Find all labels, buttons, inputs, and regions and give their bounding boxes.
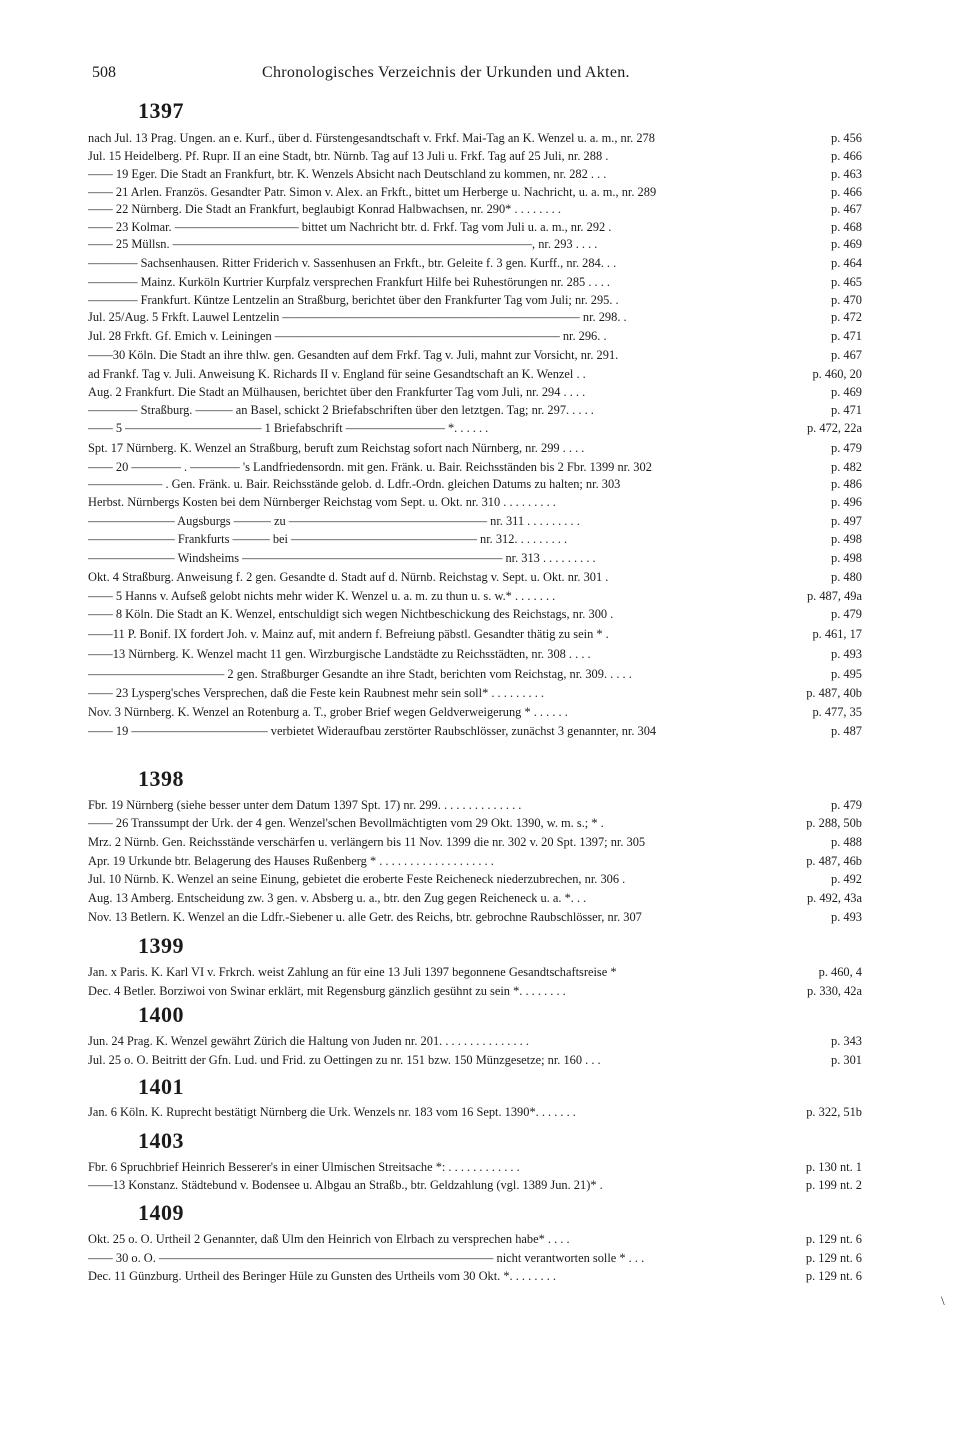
entry-text: —————— . Gen. Fränk. u. Bair. Reichsstände gelob. d. Ldfr.-Ordn. gleichen Datums zu halten; nr. 303 <box>88 477 621 491</box>
entry-row <box>88 1266 862 1286</box>
year-heading: 1400 <box>138 1002 184 1027</box>
entry-text: ——11 P. Bonif. IX fordert Joh. v. Mainz auf, mit andern f. Befreiung päbstl. Gesandter thätig zu sein * . <box>88 627 609 641</box>
entry-text: ——————— Windsheims ————————————————————— nr. 313 . . . . . . . . . <box>88 551 596 565</box>
entry-text: —— 19 Eger. Die Stadt an Frankfurt, btr. K. Wenzels Absicht nach Deutschland zu kommen, nr. 282 . . . <box>88 167 607 181</box>
entry-row <box>88 832 862 852</box>
entry-row <box>88 364 862 384</box>
entry-row <box>88 438 862 458</box>
entry-row <box>88 253 862 273</box>
entry-text: Nov. 3 Nürnberg. K. Wenzel an Rotenburg a. T., grober Brief wegen Geldverweigerung * . . . . . . <box>88 705 568 719</box>
entry-text: Jan. 6 Köln. K. Ruprecht bestätigt Nürnberg die Urk. Wenzels nr. 183 vom 16 Sept. 1390*. . . . . . . <box>88 1105 576 1119</box>
entry-row <box>88 586 862 606</box>
entry-row <box>88 511 862 531</box>
entry-text: Jul. 28 Frkft. Gf. Emich v. Leiningen ——————————————————————— nr. 296. . <box>88 329 607 343</box>
entry-page-ref: p. 301 <box>831 1053 862 1067</box>
entry-row <box>88 1175 862 1195</box>
entry-text: Mrz. 2 Nürnb. Gen. Reichsstände verschärfen u. verlängern bis 11 Nov. 1399 die nr. 302 v. 20 Spt. 1397; nr. 305 <box>88 835 646 849</box>
entry-page-ref: p. 469 <box>831 385 862 399</box>
entry-page-ref: p. 472, 22a <box>806 421 862 435</box>
entry-row <box>88 234 862 254</box>
entry-page-ref: p. 471 <box>831 403 862 417</box>
entry-page-ref: p. 199 nt. 2 <box>805 1178 862 1192</box>
entry-page-ref: p. 463 <box>831 167 862 181</box>
year-heading: 1409 <box>138 1200 184 1225</box>
entry-page-ref: p. 460, 20 <box>812 367 862 381</box>
entry-text: ———— Mainz. Kurköln Kurtrier Kurpfalz versprechen Frankfurt Hilfe bei Ruhestörungen nr. 285 . . . . <box>88 275 610 289</box>
entry-page-ref: p. 471 <box>831 329 862 343</box>
entry-row <box>88 851 862 871</box>
entry-row <box>88 307 862 327</box>
entry-row <box>88 981 862 1001</box>
entry-page-ref: p. 129 nt. 6 <box>805 1269 862 1283</box>
entry-row <box>88 474 862 494</box>
entry-row <box>88 164 862 184</box>
entry-page-ref: p. 480 <box>831 570 862 584</box>
entry-page-ref: p. 466 <box>831 185 862 199</box>
entry-row <box>88 1102 862 1122</box>
entry-row <box>88 492 862 512</box>
entry-text: Aug. 13 Amberg. Entscheidung zw. 3 gen. v. Absberg u. a., btr. den Zug gegen Reicheneck u. a. *. . . <box>88 891 587 905</box>
entry-page-ref: p. 129 nt. 6 <box>805 1251 862 1265</box>
entry-text: —— 21 Arlen. Französ. Gesandter Patr. Simon v. Alex. an Frkft., bittet um Herberge u. Nachricht, u. a. m., nr. 289 <box>88 185 657 199</box>
entry-text: ——13 Nürnberg. K. Wenzel macht 11 gen. Wirzburgische Landstädte zu Reichsstädten, nr. 308 . . . . <box>88 647 591 661</box>
entry-row <box>88 1229 862 1249</box>
entry-text: —— 23 Lysperg'sches Versprechen, daß die Feste kein Raubnest mehr sein soll* . . . . . . . . . <box>88 686 545 700</box>
entry-page-ref: p. 466 <box>831 149 862 163</box>
entry-row <box>88 1157 862 1177</box>
entry-text: ad Frankf. Tag v. Juli. Anweisung K. Richards II v. England für seine Gesandtschaft an K. Wenzel . . <box>88 367 586 381</box>
year-heading: 1398 <box>138 766 184 791</box>
entry-text: Jan. x Paris. K. Karl VI v. Frkrch. weist Zahlung an für eine 13 Juli 1397 begonnene Gesandtschaftsreise * <box>88 965 617 979</box>
year-heading: 1403 <box>138 1128 184 1153</box>
entry-page-ref: p. 472 <box>831 310 862 324</box>
entry-row <box>88 382 862 402</box>
entry-text: —— 25 Müllsn. —————————————————————————————, nr. 293 . . . . <box>88 237 598 251</box>
entry-page-ref: p. 461, 17 <box>812 627 862 641</box>
entry-page-ref: p. 492, 43a <box>806 891 862 905</box>
entry-page-ref: p. 460, 4 <box>818 965 862 979</box>
entry-page-ref: p. 467 <box>831 202 862 216</box>
entry-row <box>88 962 862 982</box>
entry-row <box>88 683 862 703</box>
entry-page-ref: p. 456 <box>831 131 862 145</box>
entry-row <box>88 128 862 148</box>
entry-text: —— 8 Köln. Die Stadt an K. Wenzel, entschuldigt sich wegen Nichtbeschickung des Reichstags, nr. 300 . <box>88 607 614 621</box>
entry-page-ref: p. 487, 40b <box>806 686 862 700</box>
entry-page-ref: p. 493 <box>831 647 862 661</box>
entry-row <box>88 345 862 365</box>
entry-page-ref: p. 497 <box>831 514 862 528</box>
entry-page-ref: p. 464 <box>831 256 862 270</box>
year-heading: 1399 <box>138 933 184 958</box>
entry-row <box>88 567 862 587</box>
entry-text: Herbst. Nürnbergs Kosten bei dem Nürnberger Reichstag vom Sept. u. Okt. nr. 310 . . . . . . . . . <box>88 495 556 509</box>
entry-page-ref: p. 493 <box>831 910 862 924</box>
entry-row <box>88 644 862 664</box>
entry-text: —— 30 o. O. ——————————————————————————— nicht verantworten solle * . . . <box>88 1251 645 1265</box>
entry-text: Aug. 2 Frankfurt. Die Stadt an Mülhausen, berichtet über den Frankfurter Tag vom Juli, nr. 294 . . . . <box>88 385 586 399</box>
entry-page-ref: p. 492 <box>831 872 862 886</box>
year-heading: 1401 <box>138 1074 184 1099</box>
entry-page-ref: p. 130 nt. 1 <box>805 1160 862 1174</box>
entry-row <box>88 888 862 908</box>
entry-text: ———— Sachsenhausen. Ritter Friderich v. Sassenhusen an Frkft., btr. Geleite f. 3 gen. Kurff., nr. 284. . . <box>88 256 617 270</box>
entry-row <box>88 418 862 438</box>
entry-text: —— 19 ——————————— verbietet Wideraufbau zerstörter Raubschlösser, zunächst 3 genannter, nr. 304 <box>88 724 657 738</box>
entry-text: ——————— Frankfurts ——— bei ——————————————— nr. 312. . . . . . . . . <box>88 532 568 546</box>
entry-text: Jul. 25/Aug. 5 Frkft. Lauwel Lentzelin ———————————————————————— nr. 298. . <box>88 310 627 324</box>
entry-row <box>88 1248 862 1268</box>
entry-page-ref: p. 487, 49a <box>806 589 862 603</box>
page-number: 508 <box>92 64 116 81</box>
entry-row <box>88 529 862 549</box>
entry-page-ref: p. 479 <box>831 607 862 621</box>
entry-row <box>88 795 862 815</box>
entry-page-ref: p. 487 <box>831 724 862 738</box>
entry-text: Fbr. 19 Nürnberg (siehe besser unter dem Datum 1397 Spt. 17) nr. 299. . . . . . . . . . . . . . <box>88 798 522 812</box>
entry-page-ref: p. 465 <box>831 275 862 289</box>
entry-row <box>88 721 862 741</box>
entry-row <box>88 400 862 420</box>
entry-page-ref: p. 479 <box>831 798 862 812</box>
entry-row <box>88 702 862 722</box>
entry-text: Jul. 10 Nürnb. K. Wenzel an seine Einung, gebietet die eroberte Feste Reicheneck niederzubrechen, nr. 306 . <box>88 872 626 886</box>
entry-text: Jul. 15 Heidelberg. Pf. Rupr. II an eine Stadt, btr. Nürnb. Tag auf 13 Juli u. Frkf. Tag auf 25 Juli, nr. 288 . <box>88 149 609 163</box>
entry-page-ref: p. 288, 50b <box>806 816 862 830</box>
entry-page-ref: p. 487, 46b <box>806 854 862 868</box>
entry-page-ref: p. 343 <box>831 1034 862 1048</box>
entry-row <box>88 624 862 644</box>
entry-page-ref: p. 330, 42a <box>806 984 862 998</box>
entry-page-ref: p. 479 <box>831 441 862 455</box>
entry-page-ref: p. 129 nt. 6 <box>805 1232 862 1246</box>
entry-row <box>88 272 862 292</box>
entry-row <box>88 199 862 219</box>
entry-page-ref: p. 467 <box>831 348 862 362</box>
entry-text: ——————— Augsburgs ——— zu ———————————————— nr. 311 . . . . . . . . . <box>88 514 580 528</box>
entry-text: ——————————— 2 gen. Straßburger Gesandte an ihre Stadt, berichten vom Reichstag, nr. 309. . . . . <box>88 667 632 681</box>
entry-text: ——13 Konstanz. Städtebund v. Bodensee u. Albgau an Straßb., btr. Geldzahlung (vgl. 1389 Jun. 21)* . <box>88 1178 603 1192</box>
entry-row <box>88 146 862 166</box>
entry-page-ref: p. 486 <box>831 477 862 491</box>
entry-text: —— 5 ——————————— 1 Briefabschrift ———————— *. . . . . . <box>88 421 489 435</box>
entry-text: ——30 Köln. Die Stadt an ihre thlw. gen. Gesandten auf dem Frkf. Tag v. Juli, mahnt zur Vorsicht, nr. 291. <box>88 348 619 362</box>
entry-row <box>88 604 862 624</box>
entry-text: Spt. 17 Nürnberg. K. Wenzel an Straßburg, beruft zum Reichstag sofort nach Nürnberg, nr. 299 . . . . <box>88 441 585 455</box>
entry-row <box>88 548 862 568</box>
entry-page-ref: p. 495 <box>831 667 862 681</box>
entry-text: —— 20 ———— . ———— 's Landfriedensordn. mit gen. Fränk. u. Bair. Reichsständen bis 2 Fbr. 1399 nr. 302 <box>88 460 652 474</box>
entry-page-ref: p. 498 <box>831 532 862 546</box>
entry-text: Dec. 4 Betler. Borziwoi von Swinar erklärt, mit Regensburg gänzlich gesühnt zu sein *. . . . . . . . <box>88 984 566 998</box>
entry-page-ref: p. 496 <box>831 495 862 509</box>
entry-page-ref: p. 482 <box>831 460 862 474</box>
entry-page-ref: p. 477, 35 <box>812 705 862 719</box>
entry-page-ref: p. 470 <box>831 293 862 307</box>
entry-text: ———— Straßburg. ——— an Basel, schickt 2 Briefabschriften über den letztgen. Tag; nr. 297. . . . . <box>88 403 594 417</box>
entry-page-ref: p. 469 <box>831 237 862 251</box>
entry-text: Dec. 11 Günzburg. Urtheil des Beringer Hüle zu Gunsten des Urtheils vom 30 Okt. *. . . . . . . . <box>88 1269 557 1283</box>
running-title: Chronologisches Verzeichnis der Urkunden und Akten. <box>262 64 630 81</box>
entry-page-ref: p. 468 <box>831 220 862 234</box>
entry-text: Jun. 24 Prag. K. Wenzel gewährt Zürich die Haltung von Juden nr. 201. . . . . . . . . . . . . . . <box>88 1034 529 1048</box>
entry-page-ref: p. 488 <box>831 835 862 849</box>
entry-page-ref: p. 322, 51b <box>806 1105 862 1119</box>
entry-row <box>88 1031 862 1051</box>
entry-text: Okt. 25 o. O. Urtheil 2 Genannter, daß Ulm den Heinrich von Elrbach zu versprechen habe* . . . . <box>88 1232 570 1246</box>
entry-row <box>88 869 862 889</box>
entry-row <box>88 813 862 833</box>
entry-row <box>88 907 862 927</box>
entry-text: —— 22 Nürnberg. Die Stadt an Frankfurt, beglaubigt Konrad Halbwachsen, nr. 290* . . . . . . . . <box>88 202 561 216</box>
year-heading: 1397 <box>138 98 184 123</box>
entry-text: Fbr. 6 Spruchbrief Heinrich Besserer's in einer Ulmischen Streitsache *: . . . . . . . . . . . . <box>88 1160 520 1174</box>
entry-text: Jul. 25 o. O. Beitritt der Gfn. Lud. und Frid. zu Oettingen zu nr. 151 bzw. 150 Münzgesetze; nr. 160 . . . <box>88 1053 601 1067</box>
entry-text: ———— Frankfurt. Küntze Lentzelin an Straßburg, berichtet über den Frankfurter Tag vom Juli; nr. 295. . <box>88 293 619 307</box>
entry-text: Okt. 4 Straßburg. Anweisung f. 2 gen. Gesandte d. Stadt auf d. Nürnb. Reichstag v. Sept. u. Okt. nr. 301 . <box>88 570 609 584</box>
entry-text: —— 23 Kolmar. —————————— bittet um Nachricht btr. d. Frkf. Tag vom Juli u. a. m., nr. 292 . <box>88 220 612 234</box>
entry-text: —— 26 Transsumpt der Urk. der 4 gen. Wenzel'schen Bevollmächtigten vom 29 Okt. 1390, w. m. s.; * . <box>88 816 604 830</box>
entry-text: Nov. 13 Betlern. K. Wenzel an die Ldfr.-Siebener u. alle Getr. des Reichs, btr. gebrochne Raubschlösser, nr. 307 <box>88 910 642 924</box>
page-header <box>92 64 872 88</box>
entry-text: Apr. 19 Urkunde btr. Belagerung des Hauses Rußenberg * . . . . . . . . . . . . . . . . . . . <box>88 854 494 868</box>
entry-text: —— 5 Hanns v. Aufseß gelobt nichts mehr wider K. Wenzel u. a. m. zu thun u. s. w.* . . . . . . . <box>88 589 556 603</box>
entry-row <box>88 664 862 684</box>
entry-row <box>88 326 862 346</box>
stray-mark: \ <box>941 1293 945 1308</box>
entry-row <box>88 1050 862 1070</box>
entry-page-ref: p. 498 <box>831 551 862 565</box>
entry-text: nach Jul. 13 Prag. Ungen. an e. Kurf., über d. Fürstengesandtschaft v. Frkf. Mai-Tag an K. Wenzel u. a. m., nr. 278 <box>88 131 655 145</box>
